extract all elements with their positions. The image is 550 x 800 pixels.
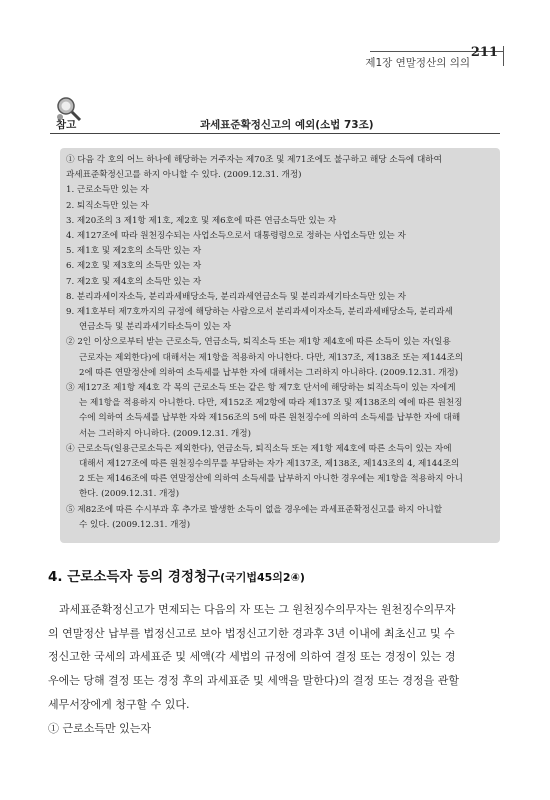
note-line: 는 제1항을 적용하지 아니한다. 다만, 제152조 제2항에 따라 제137조 및 제138조의 예에 따른 원천징 (79, 398, 463, 409)
page-number: 211 (470, 45, 498, 60)
note-line: 연금소득 및 분리과세기타소득이 있는 자 (79, 322, 232, 333)
section-title-reference: (국기법45의2④) (220, 571, 305, 584)
note-line: 2 또는 제146조에 따른 연말정산에 의하여 소득세를 납부하지 아니한 경우에는 제1항을 적용하지 아니 (79, 474, 463, 485)
note-line: 2에 따른 연말정산에 의하여 소득세를 납부한 자에 대해서는 그러하지 아니하다. (2009.12.31. 개정) (79, 367, 459, 378)
note-line: 3. 제20조의 3 제1항 제1호, 제2호 및 제6호에 따른 연금소득만 있는 자 (66, 215, 337, 226)
body-line: 의 연말정산 납부를 법정신고로 보아 법정신고기한 경과후 3년 이내에 최초신고 및 수 (48, 626, 455, 640)
note-line: 4. 제127조에 따라 원천징수되는 사업소득으로서 대통령령으로 정하는 사업소득만 있는 자 (66, 231, 406, 242)
note-line: 한다. (2009.12.31. 개정) (79, 489, 180, 500)
body-line: 우에는 당해 결정 또는 경정 후의 과세표준 및 세액을 말한다)의 결정 또는 경정을 관할 (48, 674, 460, 688)
note-title: 과세표준확정신고의 예외(소법 73조) (200, 119, 374, 131)
body-line: 세무서장에게 청구할 수 있다. (48, 697, 190, 711)
section-title (48, 565, 305, 585)
note-line: 과세표준확정신고를 하지 아니할 수 있다. (2009.12.31. 개정) (66, 170, 302, 181)
section-title-text: 4. 근로소득자 등의 경정청구 (48, 569, 221, 585)
note-line: 근로자는 제외한다)에 대해서는 제1항을 적용하지 아니한다. 다만, 제137조, 제138조 또는 제144조의 (79, 352, 464, 363)
body-line: 정신고한 국세의 과세표준 및 세액(각 세법의 규정에 의하여 결정 또는 경정이 있는 경 (48, 650, 456, 664)
note-line: ⑤ 제82조에 따른 수시부과 후 추가로 발생한 소득이 없을 경우에는 과세표준확정신고를 하지 아니할 (66, 504, 443, 515)
note-line: 8. 분리과세이자소득, 분리과세배당소득, 분리과세연금소득 및 분리과세기타소득만 있는 자 (66, 291, 406, 302)
note-line: 수 있다. (2009.12.31. 개정) (79, 519, 191, 530)
note-line: ① 다음 각 호의 어느 하나에 해당하는 거주자는 제70조 및 제71조에도 불구하고 해당 소득에 대하여 (66, 155, 442, 165)
note-underline (50, 133, 500, 134)
note-heading (50, 95, 500, 135)
note-line: 7. 제2호 및 제4호의 소득만 있는 자 (66, 276, 202, 287)
page-header (0, 0, 550, 70)
body-line: 과세표준확정신고가 면제되는 다음의 자 또는 그 원천징수의무자는 원천징수의무자 (59, 603, 456, 616)
note-line: ④ 근로소득(일용근로소득은 제외한다), 연금소득, 퇴직소득 또는 제1항 제4호에 따른 소득이 있는 자에 (66, 443, 452, 454)
note-tag: 참고 (56, 119, 77, 131)
note-line: 5. 제1호 및 제2호의 소득만 있는 자 (66, 246, 202, 257)
note-body (66, 153, 496, 533)
note-line: 대해서 제127조에 따른 원천징수의무를 부담하는 자가 제137조, 제138조, 제143조의 4, 제144조의 (79, 459, 460, 470)
note-line: 서는 그러하지 아니하다. (2009.12.31. 개정) (79, 428, 251, 439)
note-line: 1. 근로소득만 있는 자 (66, 185, 149, 196)
note-line: 6. 제2호 및 제3호의 소득만 있는 자 (66, 261, 202, 272)
body-line: ① 근로소득만 있는자 (48, 721, 152, 735)
note-line: ② 2인 이상으로부터 받는 근로소득, 연금소득, 퇴직소득 또는 제1항 제4호에 따른 소득이 있는 자(일용 (66, 337, 451, 348)
section-body (48, 598, 506, 740)
note-line: 2. 퇴직소득만 있는 자 (66, 200, 149, 211)
chapter-title: 제1장 연말정산의 의의 (365, 57, 470, 69)
note-line: 수에 의하여 소득세를 납부한 자와 제156조의 5에 따른 원천징수에 의하여 소득세를 납부한 자에 대해 (79, 413, 461, 424)
header-rule-vertical (503, 46, 504, 66)
note-line: ③ 제127조 제1항 제4호 각 목의 근로소득 또는 같은 항 제7호 단서에 해당하는 퇴직소득이 있는 자에게 (66, 383, 456, 394)
note-line: 9. 제1호부터 제7호까지의 규정에 해당하는 사람으로서 분리과세이자소득, 분리과세배당소득, 분리과세 (66, 307, 453, 318)
